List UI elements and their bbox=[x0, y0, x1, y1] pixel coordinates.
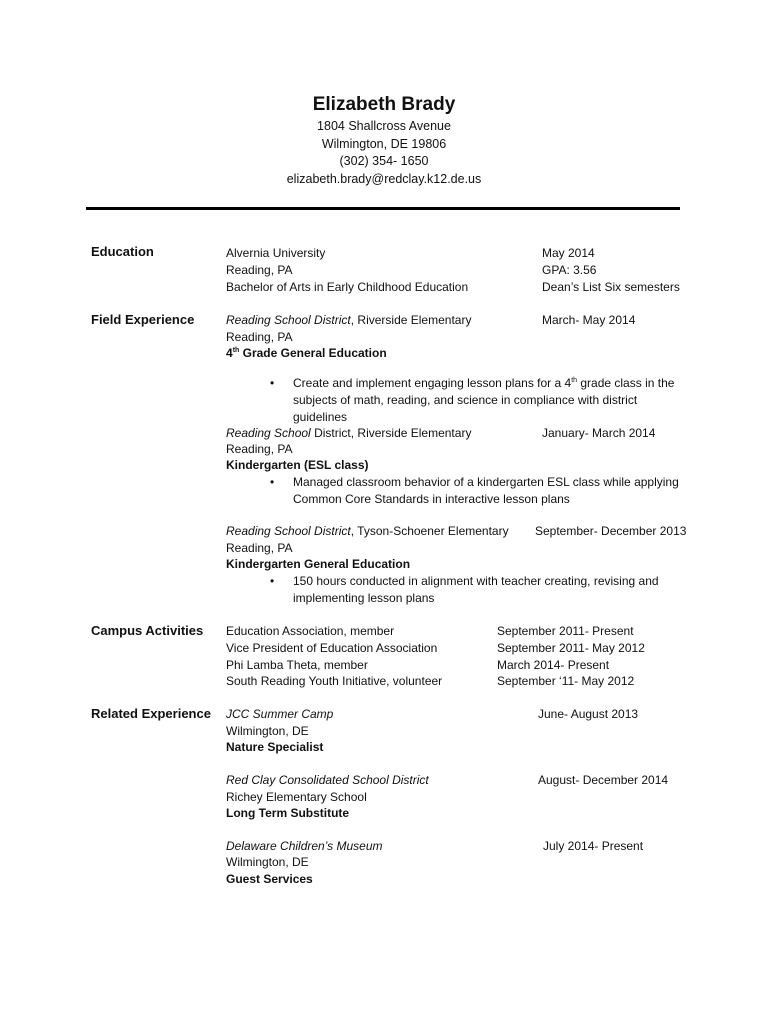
campus-activity: Phi Lamba Theta, member bbox=[226, 658, 368, 672]
related-entry-3-date: July 2014- Present bbox=[543, 839, 644, 853]
field-entry-1-location: Reading, PA bbox=[226, 330, 293, 344]
field-entry-1-role-number: 4 bbox=[226, 346, 233, 360]
education-honors: Dean’s List Six semesters bbox=[542, 280, 680, 294]
field-entry-3-location: Reading, PA bbox=[226, 541, 293, 555]
field-entry-1-role-sup: th bbox=[232, 347, 240, 354]
related-entry-2-role: Long Term Substitute bbox=[226, 806, 350, 820]
header-divider bbox=[86, 207, 680, 210]
section-heading-education: Education bbox=[91, 244, 154, 259]
campus-activity-date: March 2014- Present bbox=[497, 658, 610, 672]
related-entry-1-location: Wilmington, DE bbox=[226, 724, 309, 738]
field-entry-3-org-italic: Reading School District bbox=[226, 524, 351, 538]
field-entry-1-bullet bbox=[293, 375, 683, 426]
campus-activity-date: September 2011- Present bbox=[497, 624, 634, 638]
field-entry-1-bullet-sup: th bbox=[571, 377, 578, 384]
field-entry-1-bullet-part-a: Create and implement engaging lesson plans for a 4 bbox=[293, 376, 572, 390]
field-entry-3-org bbox=[226, 523, 509, 540]
field-entry-2-location: Reading, PA bbox=[226, 442, 293, 456]
field-entry-3-org-rest: , Tyson-Schoener Elementary bbox=[350, 524, 509, 538]
section-heading-campus-activities: Campus Activities bbox=[91, 623, 204, 638]
campus-activity: Education Association, member bbox=[226, 624, 395, 638]
field-entry-1-role-rest: Grade General Education bbox=[239, 346, 387, 360]
field-entry-3-bullet: 150 hours conducted in alignment with teacher creating, revising and implementing lesson plans bbox=[293, 574, 659, 605]
applicant-name: Elizabeth Brady bbox=[312, 94, 456, 115]
field-entry-2-bullet: Managed classroom behavior of a kindergarten ESL class while applying Common Core Standards in interactive lesson plans bbox=[293, 475, 679, 506]
address-line-1: 1804 Shallcross Avenue bbox=[317, 119, 451, 133]
bullet-icon: • bbox=[270, 574, 275, 588]
field-entry-1-org-italic: Reading School District bbox=[226, 313, 351, 327]
email-address: elizabeth.brady@redclay.k12.de.us bbox=[286, 171, 482, 186]
section-heading-related-experience: Related Experience bbox=[91, 706, 211, 721]
bullet-icon: • bbox=[270, 376, 275, 390]
education-location: Reading, PA bbox=[226, 263, 293, 277]
resume-header bbox=[0, 92, 768, 188]
section-heading-field-experience: Field Experience bbox=[91, 312, 195, 327]
field-entry-1-org-rest: , Riverside Elementary bbox=[350, 313, 472, 327]
field-entry-2-org-italic: Reading School bbox=[226, 426, 311, 440]
education-date: May 2014 bbox=[542, 246, 595, 260]
phone-number: (302) 354- 1650 bbox=[339, 154, 429, 168]
field-entry-3-date: September- December 2013 bbox=[535, 524, 687, 538]
field-entry-1-role bbox=[226, 345, 387, 362]
field-entry-1-bullet-part-b: grade class in the subjects of math, reading, and science in compliance with district guidelines bbox=[293, 376, 675, 424]
field-entry-1-date: March- May 2014 bbox=[542, 313, 636, 327]
education-degree: Bachelor of Arts in Early Childhood Education bbox=[226, 280, 469, 294]
field-entry-2-org-rest: District, Riverside Elementary bbox=[310, 426, 472, 440]
related-entry-3-role: Guest Services bbox=[226, 872, 313, 886]
related-entry-2-date: August- December 2014 bbox=[538, 773, 669, 787]
related-entry-1-role: Nature Specialist bbox=[226, 740, 324, 754]
field-entry-2-role: Kindergarten (ESL class) bbox=[226, 458, 369, 472]
related-entry-1-org: JCC Summer Camp bbox=[226, 707, 334, 721]
related-entry-3-org: Delaware Children’s Museum bbox=[226, 839, 383, 853]
address-line-2: Wilmington, DE 19806 bbox=[321, 136, 447, 151]
education-school: Alvernia University bbox=[226, 246, 326, 260]
field-entry-1-org bbox=[226, 312, 471, 329]
related-entry-2-org: Red Clay Consolidated School District bbox=[226, 773, 429, 787]
related-entry-1-date: June- August 2013 bbox=[538, 707, 639, 721]
field-entry-2-org bbox=[226, 425, 471, 442]
bullet-icon: • bbox=[270, 475, 275, 489]
campus-activity-date: September ‘11- May 2012 bbox=[497, 674, 635, 688]
campus-activity: South Reading Youth Initiative, volunteer bbox=[226, 674, 443, 688]
campus-activity: Vice President of Education Association bbox=[226, 641, 438, 655]
campus-activity-date: September 2011- May 2012 bbox=[497, 641, 645, 655]
field-entry-3-role: Kindergarten General Education bbox=[226, 557, 411, 571]
education-gpa: GPA: 3.56 bbox=[542, 263, 597, 277]
related-entry-2-school: Richey Elementary School bbox=[226, 790, 367, 804]
related-entry-3-location: Wilmington, DE bbox=[226, 855, 309, 869]
field-entry-2-date: January- March 2014 bbox=[542, 426, 656, 440]
